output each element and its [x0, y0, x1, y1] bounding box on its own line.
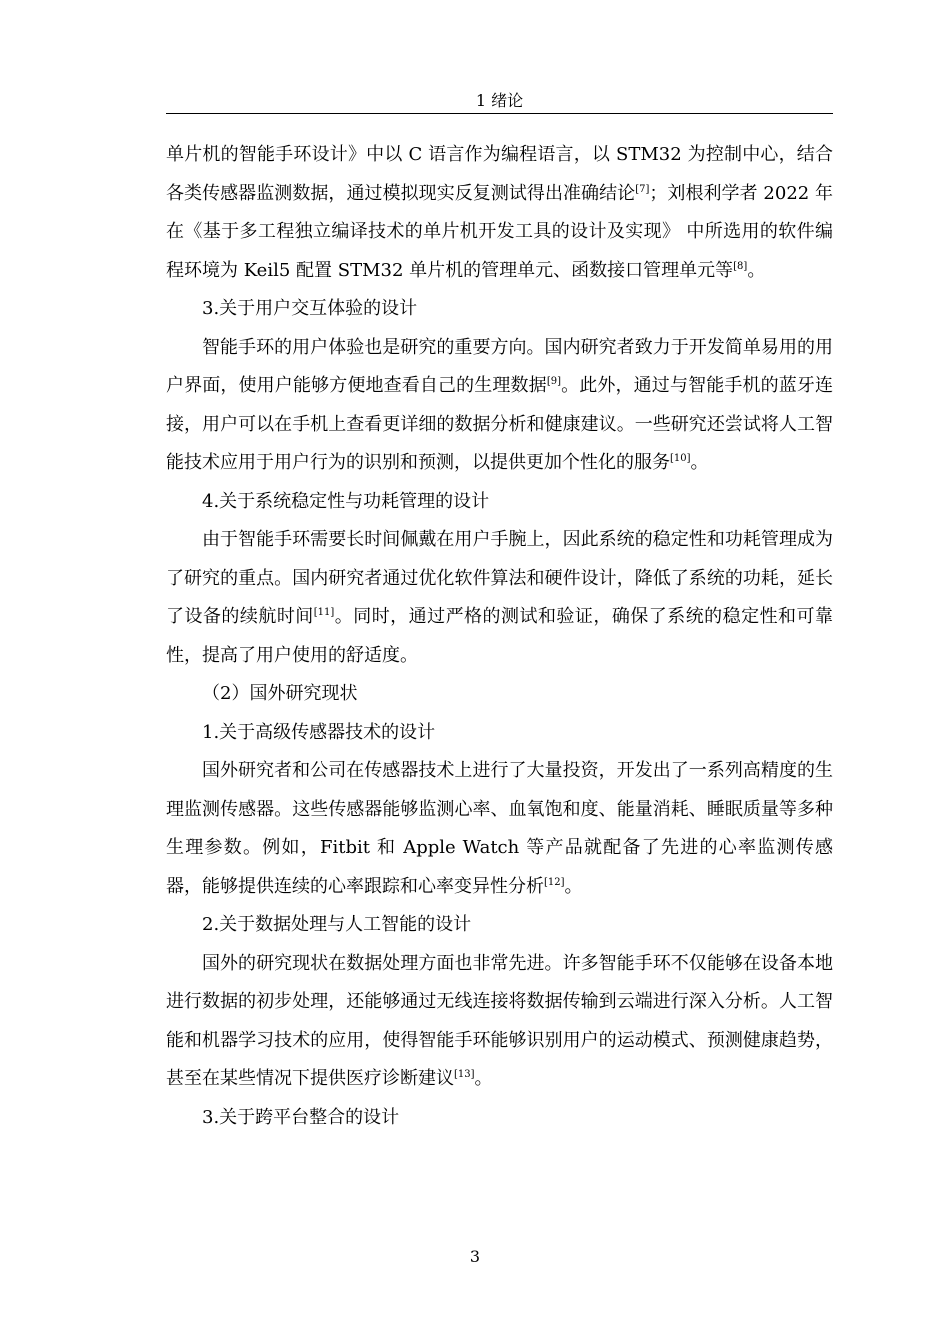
header-divider: [166, 113, 833, 114]
section-heading: 4.关于系统稳定性与功耗管理的设计: [202, 490, 490, 512]
page-header: 1 绪论: [475, 91, 524, 110]
section-heading: 3.关于用户交互体验的设计: [202, 298, 418, 319]
citation: [11]: [313, 607, 335, 618]
page-number: 3: [469, 1247, 481, 1266]
paragraph-10: 国外的研究现状在数据处理方面也非常先进。许多智能手环不仅能够在设备本地进行数据的初步处理，还能够通过无线连接将数据传输到云端进行深入分析。人工智能和机器学习技术的应用，使得智能手环能够识别用户的运动模式、预测健康趋势，甚至在某些情况下提供医疗诊断建议[13]。: [166, 952, 833, 1089]
citation: [7]: [635, 183, 650, 195]
citation: [8]: [733, 260, 748, 272]
paragraph-8: 国外研究者和公司在传感器技术上进行了大量投资，开发出了一系列高精度的生理监测传感器。这些传感器能够监测心率、血氧饱和度、能量消耗、睡眠质量等多种生理参数。例如，Fitbit 和 Apple Watch 等产品就配备了先进的心率监测传感器，能够提供连续的心率跟踪和心率变异性分析[12]。: [166, 760, 833, 897]
paragraph-3: 智能手环的用户体验也是研究的重要方向。国内研究者致力于开发简单易用的用户界面，使用户能够方便地查看自己的生理数据[9]。此外，通过与智能手机的蓝牙连接，用户可以在手机上查看更详细的数据分析和健康建议。一些研究还尝试将人工智能技术应用于用户行为的识别和预测，以提供更加个性化的服务[10]。: [166, 336, 834, 473]
citation: [13]: [454, 1069, 475, 1080]
citation: [12]: [544, 876, 565, 888]
body-text: [166, 136, 833, 1137]
section-heading: 3.关于跨平台整合的设计: [202, 1106, 400, 1128]
paragraph-1: 单片机的智能手环设计》中以 C 语言作为编程语言，以 STM32 为控制中心，结合各类传感器监测数据，通过模拟现实反复测试得出准确结论[7]；刘根利学者 2022 年在《基于多工程独立编译技术的单片机开发工具的设计及实现》 中所选用的软件编程环境为 Keil5 配置 STM32 单片机的管理单元、函数接口管理单元等[8]。: [166, 144, 833, 281]
section-heading: 1.关于高级传感器技术的设计: [202, 721, 436, 743]
citation: [10]: [670, 453, 691, 464]
section-heading: 2.关于数据处理与人工智能的设计: [202, 914, 472, 935]
citation: [9]: [546, 376, 561, 387]
paragraph-5: 由于智能手环需要长时间佩戴在用户手腕上，因此系统的稳定性和功耗管理成为了研究的重点。国内研究者通过优化软件算法和硬件设计，降低了系统的功耗，延长了设备的续航时间[11]。同时，通过严格的测试和验证，确保了系统的稳定性和可靠性，提高了用户使用的舒适度。: [166, 529, 833, 666]
section-heading: （2）国外研究现状: [202, 683, 358, 704]
